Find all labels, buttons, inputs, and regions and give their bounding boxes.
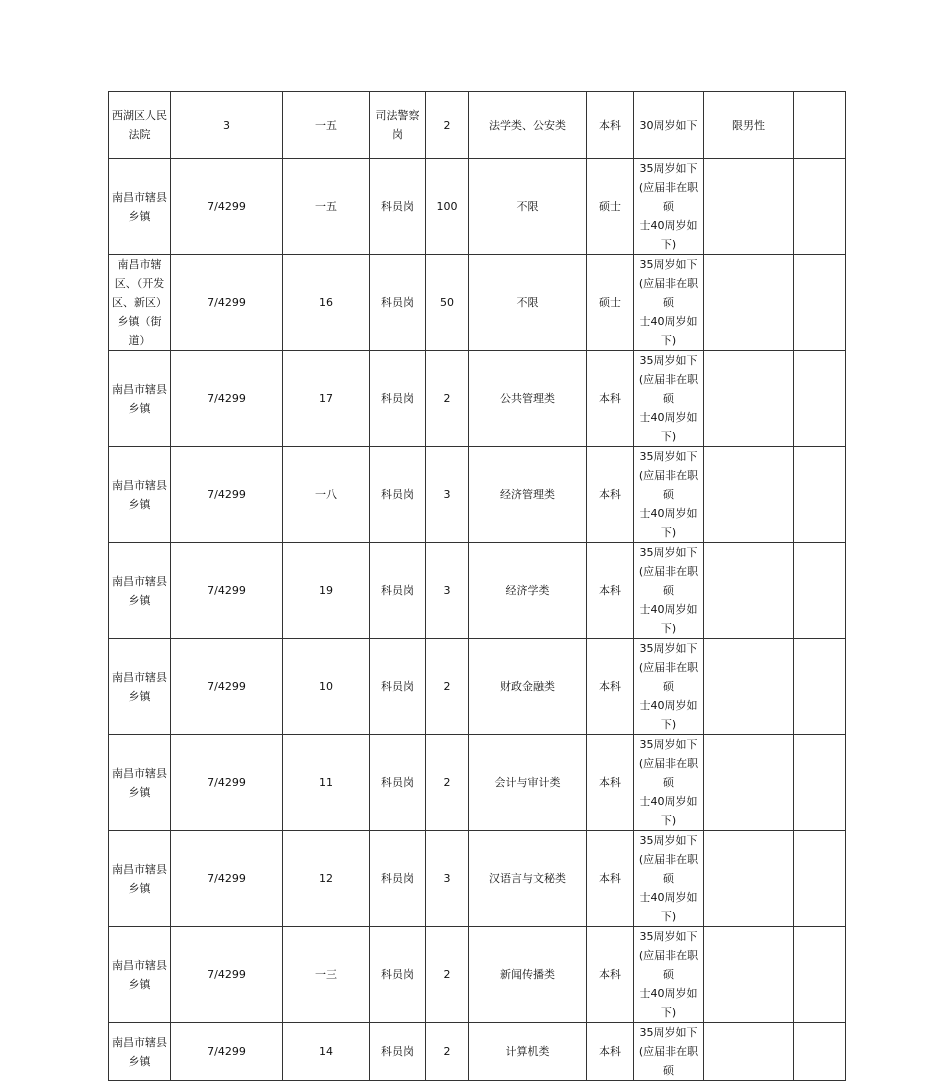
cell-degree: 硕士: [587, 255, 634, 351]
cell-post: 司法警察岗: [370, 92, 426, 159]
cell-degree: 本科: [587, 1023, 634, 1081]
cell-note: [794, 927, 846, 1023]
cell-note: [794, 1023, 846, 1081]
cell-post: 科员岗: [370, 351, 426, 447]
cell-major: 经济学类: [469, 543, 587, 639]
cell-unit: 南昌市辖县 乡镇: [109, 639, 171, 735]
table-row: [109, 1023, 846, 1081]
cell-major: 计算机类: [469, 1023, 587, 1081]
cell-age: 35周岁如下 (应届非在职硕 士40周岁如 下): [634, 735, 704, 831]
table-row: [109, 927, 846, 1023]
cell-major: 法学类、公安类: [469, 92, 587, 159]
cell-count: 50: [426, 255, 469, 351]
cell-code: 7/4299: [171, 1023, 283, 1081]
cell-count: 3: [426, 831, 469, 927]
cell-degree: 本科: [587, 447, 634, 543]
cell-major: 会计与审计类: [469, 735, 587, 831]
table-row: [109, 447, 846, 543]
cell-post: 科员岗: [370, 159, 426, 255]
cell-unit: 南昌市辖县 乡镇: [109, 159, 171, 255]
cell-age: 35周岁如下 (应届非在职硕 士40周岁如 下): [634, 639, 704, 735]
cell-age: 35周岁如下 (应届非在职硕 士40周岁如 下): [634, 159, 704, 255]
table-body: [109, 92, 846, 1081]
cell-count: 2: [426, 351, 469, 447]
cell-post: 科员岗: [370, 543, 426, 639]
cell-note: [794, 639, 846, 735]
cell-code: 7/4299: [171, 159, 283, 255]
cell-note: [794, 831, 846, 927]
cell-unit: 南昌市辖县 乡镇: [109, 735, 171, 831]
cell-note: [794, 351, 846, 447]
cell-degree: 本科: [587, 351, 634, 447]
cell-code: 7/4299: [171, 255, 283, 351]
cell-other: [704, 831, 794, 927]
cell-code: 7/4299: [171, 543, 283, 639]
table-row: [109, 543, 846, 639]
cell-major: 财政金融类: [469, 639, 587, 735]
cell-other: [704, 1023, 794, 1081]
cell-count: 3: [426, 543, 469, 639]
cell-unit: 南昌市辖县 乡镇: [109, 447, 171, 543]
cell-other: [704, 351, 794, 447]
cell-post: 科员岗: [370, 1023, 426, 1081]
cell-post: 科员岗: [370, 831, 426, 927]
cell-note: [794, 92, 846, 159]
cell-unit: 南昌市辖县 乡镇: [109, 831, 171, 927]
cell-count: 2: [426, 92, 469, 159]
cell-major: 汉语言与文秘类: [469, 831, 587, 927]
cell-major: 不限: [469, 159, 587, 255]
cell-major: 不限: [469, 255, 587, 351]
cell-other: [704, 927, 794, 1023]
table-row: [109, 735, 846, 831]
cell-degree: 硕士: [587, 159, 634, 255]
cell-degree: 本科: [587, 927, 634, 1023]
cell-unit: 南昌市辖县 乡镇: [109, 351, 171, 447]
cell-post-no: 11: [283, 735, 370, 831]
cell-other: [704, 255, 794, 351]
cell-major: 经济管理类: [469, 447, 587, 543]
cell-code: 7/4299: [171, 447, 283, 543]
cell-post-no: 12: [283, 831, 370, 927]
cell-major: 新闻传播类: [469, 927, 587, 1023]
table-row: [109, 255, 846, 351]
cell-age: 35周岁如下 (应届非在职硕 士40周岁如 下): [634, 255, 704, 351]
recruitment-table: [108, 91, 846, 1081]
cell-note: [794, 447, 846, 543]
cell-post-no: 一三: [283, 927, 370, 1023]
cell-degree: 本科: [587, 543, 634, 639]
cell-code: 7/4299: [171, 351, 283, 447]
cell-count: 2: [426, 735, 469, 831]
cell-degree: 本科: [587, 92, 634, 159]
cell-other: [704, 543, 794, 639]
cell-major: 公共管理类: [469, 351, 587, 447]
cell-count: 2: [426, 639, 469, 735]
cell-count: 3: [426, 447, 469, 543]
cell-code: 7/4299: [171, 927, 283, 1023]
cell-post-no: 17: [283, 351, 370, 447]
cell-unit: 南昌市辖县 乡镇: [109, 927, 171, 1023]
cell-other: [704, 735, 794, 831]
cell-post-no: 19: [283, 543, 370, 639]
cell-age: 35周岁如下 (应届非在职硕: [634, 1023, 704, 1081]
cell-degree: 本科: [587, 639, 634, 735]
cell-code: 7/4299: [171, 639, 283, 735]
cell-post-no: 10: [283, 639, 370, 735]
cell-post-no: 14: [283, 1023, 370, 1081]
cell-count: 100: [426, 159, 469, 255]
cell-degree: 本科: [587, 735, 634, 831]
cell-note: [794, 735, 846, 831]
cell-age: 35周岁如下 (应届非在职硕 士40周岁如 下): [634, 447, 704, 543]
cell-post: 科员岗: [370, 255, 426, 351]
cell-code: 7/4299: [171, 831, 283, 927]
cell-age: 35周岁如下 (应届非在职硕 士40周岁如 下): [634, 927, 704, 1023]
cell-unit: 南昌市辖县 乡镇: [109, 1023, 171, 1081]
cell-note: [794, 543, 846, 639]
table-row: [109, 351, 846, 447]
cell-count: 2: [426, 927, 469, 1023]
cell-post: 科员岗: [370, 639, 426, 735]
cell-post-no: 一五: [283, 92, 370, 159]
cell-degree: 本科: [587, 831, 634, 927]
table-row: [109, 92, 846, 159]
cell-other: [704, 639, 794, 735]
cell-unit: 南昌市辖 区、（开发 区、新区） 乡镇（街 道）: [109, 255, 171, 351]
cell-age: 35周岁如下 (应届非在职硕 士40周岁如 下): [634, 543, 704, 639]
cell-post: 科员岗: [370, 927, 426, 1023]
cell-age: 35周岁如下 (应届非在职硕 士40周岁如 下): [634, 831, 704, 927]
cell-other: [704, 447, 794, 543]
cell-code: 7/4299: [171, 735, 283, 831]
cell-unit: 西湖区人民 法院: [109, 92, 171, 159]
cell-post-no: 一八: [283, 447, 370, 543]
cell-other: 限男性: [704, 92, 794, 159]
cell-post-no: 16: [283, 255, 370, 351]
table-row: [109, 639, 846, 735]
cell-code: 3: [171, 92, 283, 159]
cell-note: [794, 159, 846, 255]
cell-post: 科员岗: [370, 447, 426, 543]
cell-unit: 南昌市辖县 乡镇: [109, 543, 171, 639]
table-row: [109, 159, 846, 255]
cell-age: 30周岁如下: [634, 92, 704, 159]
cell-other: [704, 159, 794, 255]
cell-post-no: 一五: [283, 159, 370, 255]
cell-count: 2: [426, 1023, 469, 1081]
cell-post: 科员岗: [370, 735, 426, 831]
cell-age: 35周岁如下 (应届非在职硕 士40周岁如 下): [634, 351, 704, 447]
cell-note: [794, 255, 846, 351]
table-row: [109, 831, 846, 927]
